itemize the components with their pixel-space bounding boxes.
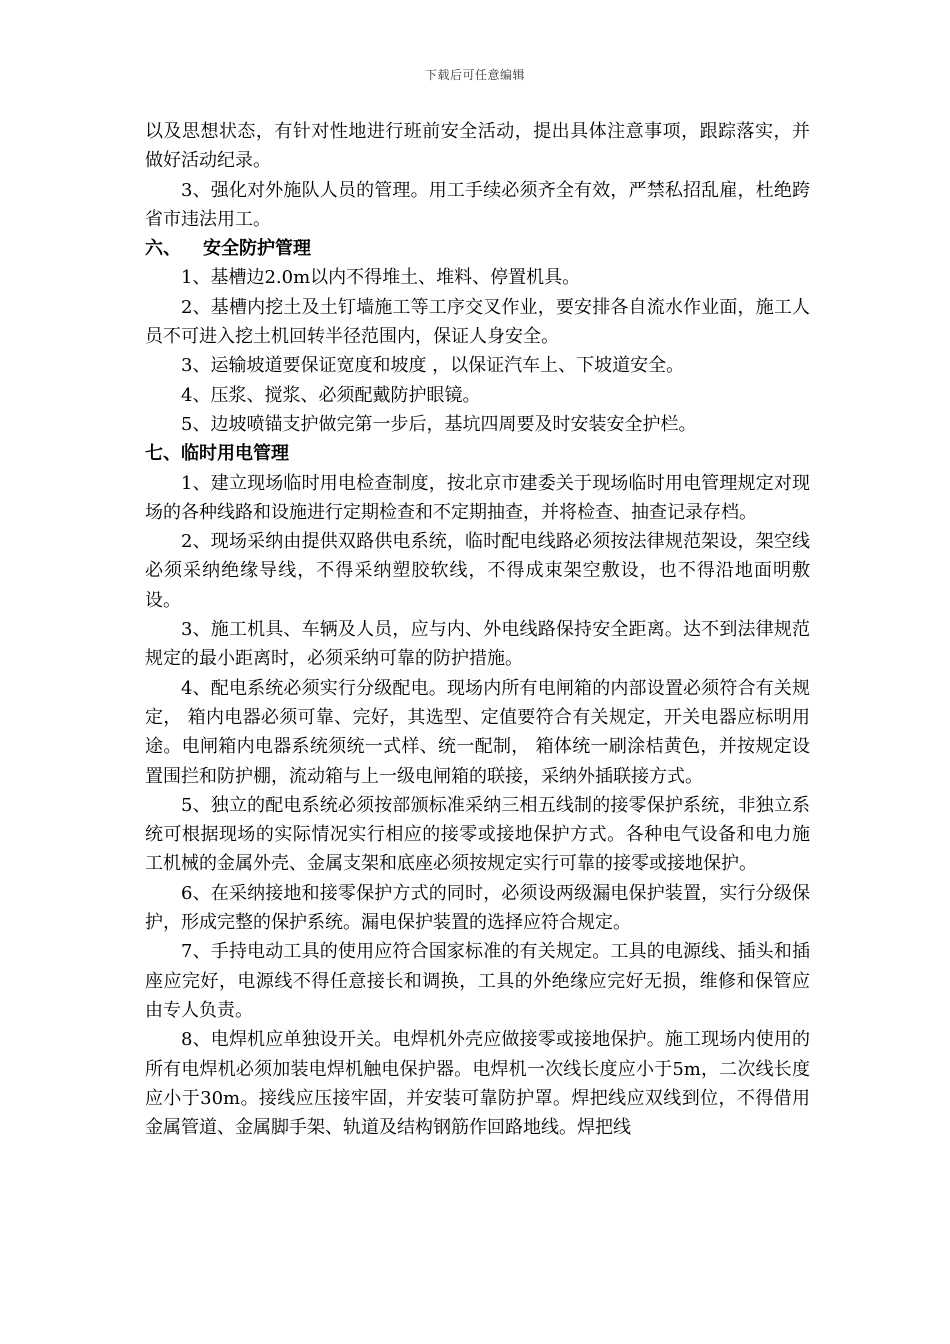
section-7-item-1: 1、建立现场临时用电检查制度，按北京市建委关于现场临时用电管理规定对现场的各种线路和设施进行定期检查和不定期抽查，并将检查、抽查记录存档。 <box>145 472 810 523</box>
section-6-item-1: 1、基槽边2.0m以内不得堆土、堆料、停置机具。 <box>181 267 581 289</box>
section-7-item-5: 5、独立的配电系统必须按部颁标准采纳三相五线制的接零保护系统，非独立系统可根据现场的实际情况实行相应的接零或接地保护方式。各种电气设备和电力施工机械的金属外壳、金属支架和底座必须按规定实行可靠的接零或接地保护。 <box>145 794 810 875</box>
section-6-item-3: 3、运输坡道要保证宽度和坡度 ，以保证汽车上、下坡道安全。 <box>181 355 685 377</box>
document-body <box>145 117 810 1142</box>
section-7-item-2: 2、现场采纳由提供双路供电系统，临时配电线路必须按法律规范架设，架空线必须采纳绝缘导线，不得采纳塑胶软线，不得成束架空敷设，也不得沿地面明敷设。 <box>145 531 810 611</box>
section-7-item-8: 8、电焊机应单独设开关。电焊机外壳应做接零或接地保护。施工现场内使用的所有电焊机必须加装电焊机触电保护器。电焊机一次线长度应小于5m，二次线长度应小于30m。接线应压接牢固，并安装可靠防护罩。焊把线应双线到位，不得借用金属管道、金属脚手架、轨道及结构钢筋作回路地线。焊把线 <box>145 1029 810 1139</box>
paragraph-continued: 以及思想状态，有针对性地进行班前安全活动，提出具体注意事项，跟踪落实，并做好活动纪录。 <box>145 121 810 172</box>
section-7-item-6: 6、在采纳接地和接零保护方式的同时，必须设两级漏电保护装置，实行分级保护，形成完整的保护系统。漏电保护装置的选择应符合规定。 <box>145 882 810 934</box>
section-6-number: 六、 <box>145 238 181 260</box>
section-heading-7: 七、临时用电管理 <box>145 443 289 465</box>
paragraph-outsource-management: 3、强化对外施队人员的管理。用工手续必须齐全有效，严禁私招乱雇，杜绝跨省市违法用工。 <box>145 179 810 230</box>
section-6-item-2: 2、基槽内挖土及土钉墙施工等工序交叉作业，要安排各自流水作业面，施工人员不可进入挖土机回转半径范围内，保证人身安全。 <box>145 296 810 348</box>
section-7-item-4: 4、配电系统必须实行分级配电。现场内所有电闸箱的内部设置必须符合有关规定， 箱内电器必须可靠、完好，其选型、定值要符合有关规定，开关电器应标明用途。电闸箱内电器系统须统一式样、统一配制， 箱体统一刷涂桔黄色，并按规定设置围拦和防护棚，流动箱与上一级电闸箱的联接，采纳外插联接方式。 <box>145 677 810 787</box>
section-6-item-5: 5、边坡喷锚支护做完第一步后，基坑四周要及时安装安全护栏。 <box>181 413 697 435</box>
section-heading-6 <box>145 234 810 263</box>
section-7-item-3: 3、施工机具、车辆及人员，应与内、外电线路保持安全距离。达不到法律规范规定的最小距离时，必须采纳可靠的防护措施。 <box>145 619 810 670</box>
section-7-item-7: 7、手持电动工具的使用应符合国家标准的有关规定。工具的电源线、插头和插座应完好，电源线不得任意接长和调换，工具的外绝缘应完好无损，维修和保管应由专人负责。 <box>145 941 810 1021</box>
section-6-title: 安全防护管理 <box>203 238 311 260</box>
header-note: 下载后可任意编辑 <box>424 68 525 82</box>
section-6-item-4: 4、压浆、搅浆、必须配戴防护眼镜。 <box>181 384 481 406</box>
